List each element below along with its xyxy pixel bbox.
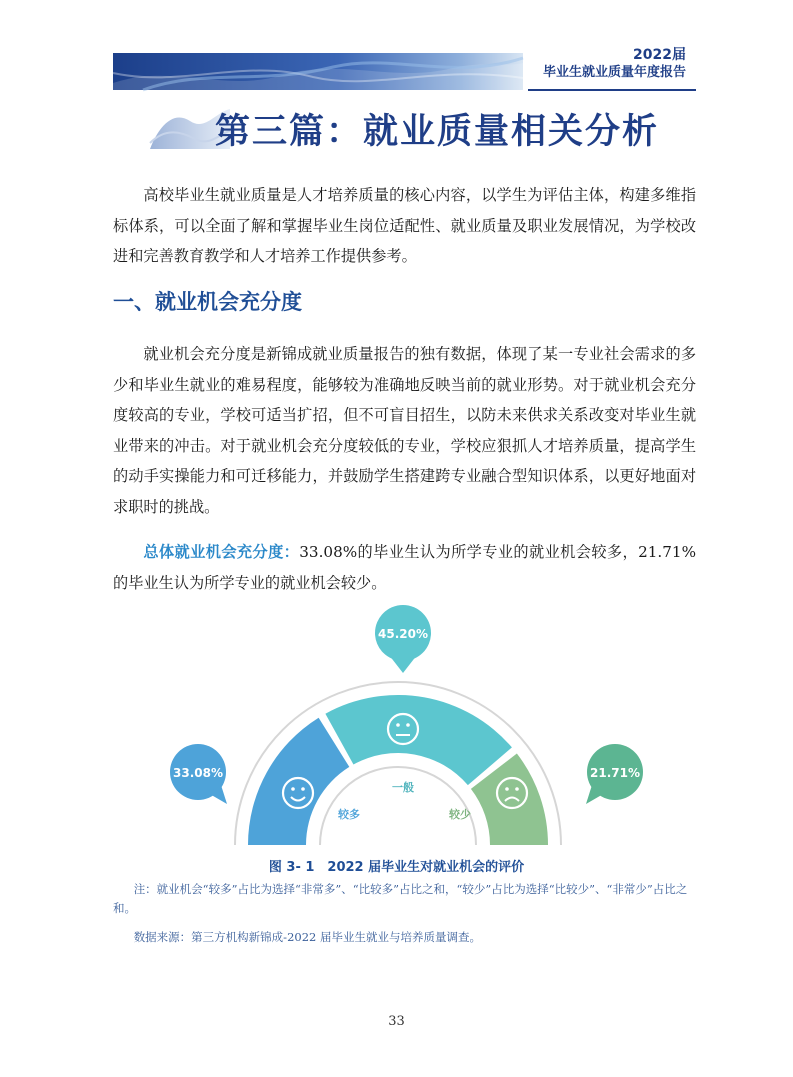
value-bubble-more (170, 744, 227, 804)
intro-paragraph: 高校毕业生就业质量是人才培养质量的核心内容，以学生为评估主体，构建多维指标体系，可以全面了解和掌握毕业生岗位适配性、就业质量及职业发展情况，为学校改进和完善教育教学和人才培养工作提供参考。 (113, 186, 696, 265)
section-body-paragraph: 就业机会充分度是新锦成就业质量报告的独有数据，体现了某一专业社会需求的多少和毕业生就业的难易程度，能够较为准确地反映当前的就业形势。对于就业机会充分度较高的专业，学校可适当扩招，但不可盲目招生，以防未来供求关系改变对毕业生就业带来的冲击。对于就业机会充分度较低的专业，学校应狠抓人才培养质量，提高学生的动手实操能力和可迁移能力，并鼓励学生搭建跨专业融合型知识体系，以更好地面对求职时的挑战。 (113, 345, 696, 516)
header-title-block (543, 46, 686, 82)
summary-paragraph (113, 537, 696, 598)
gauge-segment-more (248, 718, 349, 845)
gauge-inner-arc (320, 767, 476, 845)
header-year: 2022届 (633, 47, 686, 63)
header-wave-decoration (113, 53, 523, 90)
data-source: 数据来源：第三方机构新锦成-2022 届毕业生就业与培养质量调查。 (133, 930, 481, 944)
summary-lead: 总体就业机会充分度： (143, 543, 300, 561)
chart-note: 注：就业机会“较多”占比为选择“非常多”、“比较多”占比之和，“较少”占比为选择“比较少”、“非常少”占比之和。 (113, 882, 688, 915)
header-underline (528, 89, 696, 91)
value-label-more: 33.08% (173, 766, 223, 780)
header-report-title: 毕业生就业质量年度报告 (542, 65, 686, 80)
category-label-average: 一般 (392, 781, 414, 794)
category-label-less: 较少 (449, 808, 471, 821)
value-label-average: 45.20% (378, 627, 428, 641)
gauge-segment-average (325, 695, 512, 785)
section-heading: 一、就业机会充分度 (113, 290, 302, 314)
page-number: 33 (388, 1014, 405, 1029)
value-bubble-less (586, 744, 643, 804)
header-banner (113, 53, 523, 90)
chart-caption: 图 3- 1 2022 届毕业生对就业机会的评价 (268, 860, 525, 875)
value-label-less: 21.71% (590, 766, 640, 780)
opportunity-gauge-chart (163, 605, 640, 855)
value-bubble-average (375, 605, 431, 673)
chapter-title: 第三篇：就业质量相关分析 (215, 112, 660, 152)
category-label-more: 较多 (338, 808, 360, 821)
summary-text: 33.08%的毕业生认为所学专业的就业机会较多，21.71%的毕业生认为所学专业的就业机会较少。 (113, 543, 696, 592)
